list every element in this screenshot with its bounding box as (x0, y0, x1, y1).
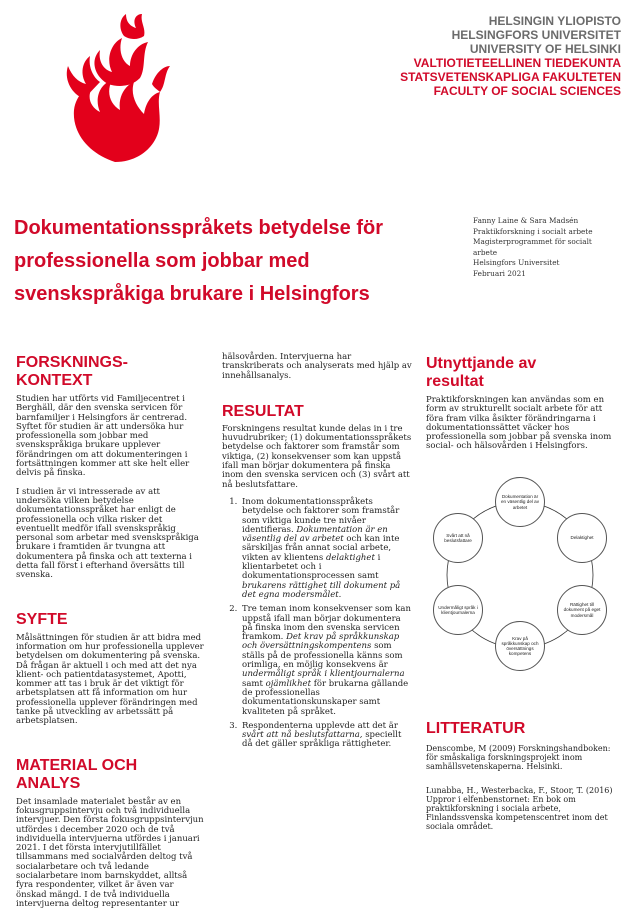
forskningskontext-p2: I studien är vi intresserade av att undersöka vilken betydelse dokumentationsspråket har enligt de professionella och vilka risker det eventuellt medför ifall svenskspråkig personal som arbetar med svenskspråkiga brukare i framtiden är tvungna att dokumentera på finska och att texterna i detta fall först i efterhand översätts till svenska. (16, 486, 199, 581)
syfte-p1: Målsättningen för studien är att bidra med information om hur professionella upplever betydelsen om dokumentering på svenska. Då frågan är aktuell i och med att det nya klient- och patientdatasystemet, Apotti, kommer att tas i bruk är det viktigt för arbetsplatsen att få information om hur professionella upplever förändringen med tanke på utveckling av arbetssätt på arbetsplatsen. (16, 632, 204, 727)
university-header (400, 14, 621, 98)
university-name-fi: HELSINGIN YLIOPISTO (488, 14, 621, 28)
forskningskontext-heading: FORSKNINGS-KONTEXT (16, 354, 128, 389)
poster-title: Dokumentationsspråkets betydelse för professionella som jobbar med svenskspråkiga brukare i Helsingfors (14, 217, 383, 305)
reference-1: Denscombe, M (2009) Forskningshandboken: för småskaliga forskningsprojekt inom samhällsvetenskaperna. Helsinki. (426, 744, 611, 772)
resultat-list (222, 498, 412, 750)
authors: Fanny Laine & Sara Madsén (473, 216, 579, 225)
university-name-sv: HELSINGFORS UNIVERSITET (451, 28, 621, 42)
results-cycle-diagram (420, 465, 620, 680)
cycle-node-2: Delaktighet (557, 513, 607, 563)
course: Praktikforskning i socialt arbete (473, 226, 593, 236)
cycle-node-1: Dokumentation är en väsentlig del av arbetet (495, 477, 545, 527)
column-right (426, 355, 616, 452)
litteratur-heading: LITTERATUR (426, 720, 526, 737)
syfte-heading: SYFTE (16, 610, 68, 628)
cycle-node-4: Krav på språkkunskap och översättnings kompetens (495, 621, 545, 671)
cycle-node-5: Undermåligt språk i klientjournalerna (433, 585, 483, 635)
flame-logo-icon (60, 14, 170, 164)
university-name-en: UNIVERSITY OF HELSINKI (469, 42, 621, 56)
faculty-name-en: FACULTY OF SOCIAL SCIENCES (433, 84, 621, 98)
resultat-item-3: 3. Respondenterna upplevde att det är svårt att nå beslutsfattarna, speciellt då det gäller språkliga rättigheter. (240, 722, 412, 750)
utnyttjande-p1: Praktikforskningen kan användas som en form av strukturellt socialt arbete för att föra fram vilka åsikter förändringarna i dokumentationssättet väcker hos professionella som jobbar på svenska inom social- och hälsovården i Helsingfors. (426, 395, 612, 452)
litteratur-section (426, 720, 618, 832)
program: Magisterprogrammet för socialt arbete (473, 237, 592, 257)
cycle-node-6: Svårt att nå beslutsfattare (433, 513, 483, 563)
faculty-name-sv: STATSVETENSKAPLIGA FAKULTETEN (400, 70, 621, 84)
faculty-name-fi: VALTIOTIETEELLINEN TIEDEKUNTA (413, 56, 621, 70)
institution: Helsingfors Universitet (473, 258, 560, 267)
cycle-node-3: Rättighet till dokument på eget modersmål (557, 585, 607, 635)
resultat-intro: Forskningens resultat kunde delas in i tre huvudrubriker; (1) dokumentationsspråkets betydelse och faktorer som framstår som viktiga, (2) konsekvenser som kan uppstå ifall man börjar dokumentera på finska inom den svenska servicen och (3) svårt att nå beslutsfattare. (222, 423, 412, 490)
material-continued: hälsovården. Intervjuerna har transkriberats och analyserats med hjälp av innehållsanalys. (222, 352, 412, 381)
reference-2: Lunabba, H., Westerbacka, F., Stoor, T. (2016) Uppror i elfenbenstornet: En bok om praktikforskning i sociala arbete, Finlandssvenska kompetenscentret inom det sociala området. (426, 785, 613, 832)
resultat-item-1: 1. Inom dokumentationsspråkets betydelse och faktorer som framstår som viktiga kunde tre nivåer identifieras. Dokumentation är en väsentlig del av arbetet och kan inte särskiljas från annat social arbete, vikten av klientens delaktighet i klientarbetet och i dokumentationsprocessen samt brukarens rättighet till dokument på det egna modersmålet. (240, 498, 412, 600)
resultat-heading: RESULTAT (222, 402, 304, 420)
column-left (16, 354, 204, 909)
date: Februari 2021 (473, 268, 526, 278)
column-middle (222, 353, 412, 755)
resultat-item-2: 2. Tre teman inom konsekvenser som kan uppstå ifall man börjar dokumentera på finska inom den svenska servicen framkom. Det krav på språkkunskap och översättningskompentens som ställs på de professionella känns som orimliga, en möjlig konsekvens är undermåligt språk i klientjournalerna samt ojämlikhet för brukarna gällande de professionellas dokumentationskunskaper samt kvaliteten på språket. (240, 605, 412, 717)
utnyttjande-heading: Utnyttjande av resultat (426, 355, 537, 390)
author-info (473, 216, 613, 279)
forskningskontext-p1: Studien har utförts vid Familjecentret i Berghäll, där den svenska servicen för barnfamiljer i Helsingfors är centrerad. Syftet för studien är att undersöka hur professionella som jobbar med svenskspråkiga brukare upplever förändringen om att dokumenteringen i fortsättningen kommer att ske helt eller delvis på finska. (16, 394, 190, 479)
material-p1: Det insamlade materialet består av en fokusgruppsintervju och två individuella intervjuer. Den första fokusgruppsintervjun utfördes i december 2020 och de två individuella intervjuerna utfördes i januari 2021. I det första intervjutillfället tillsammans med socialvården deltog två socialarbetare och två ledande socialarbetare inom barnskyddet, alltså fyra respondenter, vilket är även var önskad mängd. I de två individuella intervjuerna deltog representanter ur (16, 796, 204, 909)
material-heading: MATERIAL OCH ANALYS (16, 756, 138, 792)
